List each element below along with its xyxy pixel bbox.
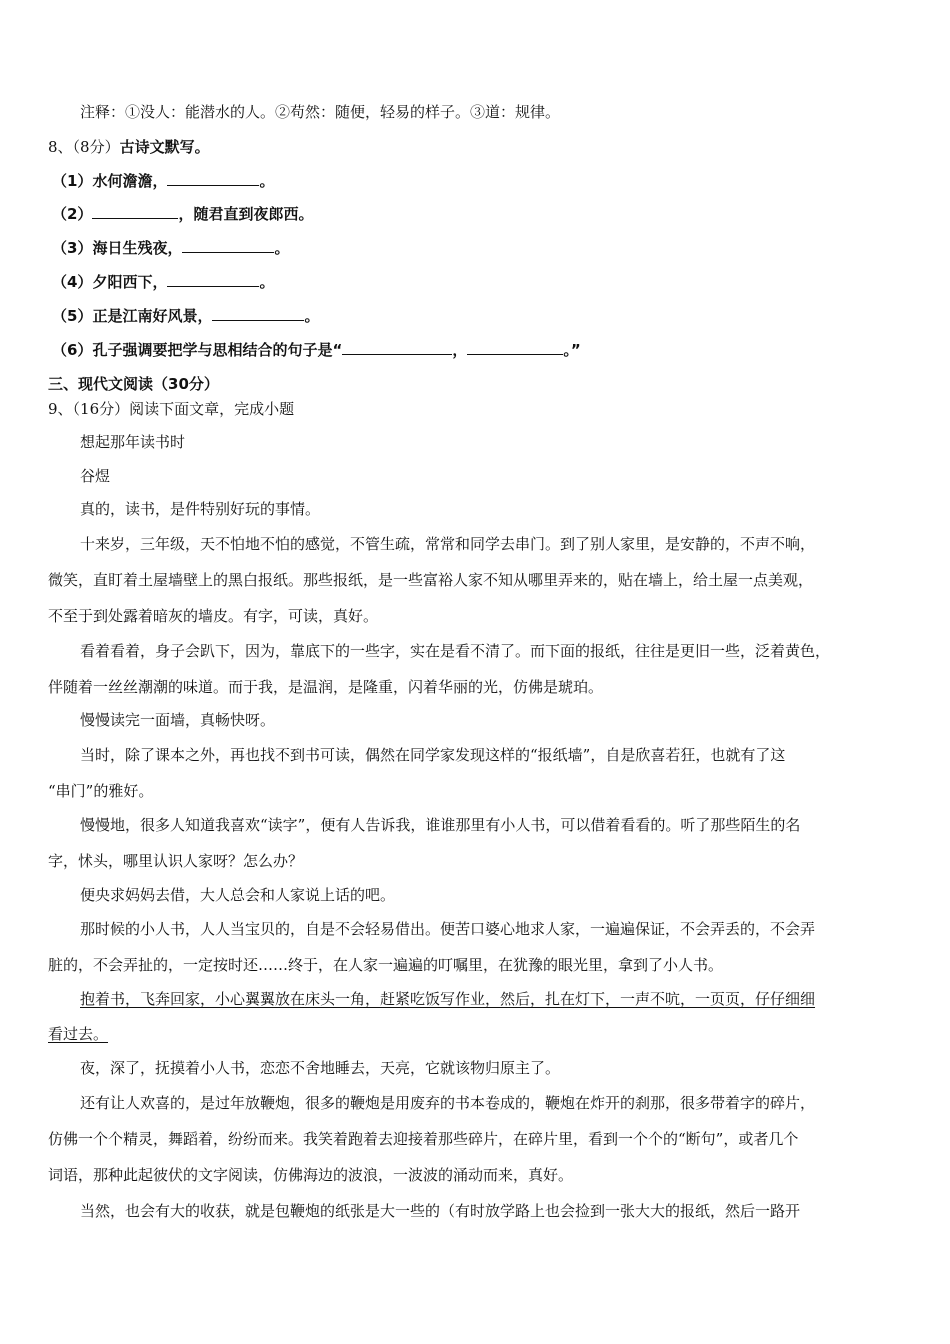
question-9-header — [48, 399, 294, 419]
paragraph-line: 那时候的小人书，人人当宝贝的，自是不会轻易借出。便苦口婆心地求人家，一遍遍保证，不会弄丢的，不会弄 — [80, 920, 816, 938]
question-instruction: 阅读下面文章，完成小题 — [129, 400, 295, 418]
recitation-item-4: （4）夕阳西下， 。 — [52, 273, 275, 291]
answer-blank[interactable] — [92, 204, 178, 219]
answer-blank[interactable] — [342, 340, 452, 355]
paragraph-line: 真的，读书，是件特别好玩的事情。 — [80, 500, 321, 518]
question-title: 古诗文默写。 — [119, 138, 210, 156]
article-author: 谷煜 — [80, 467, 111, 485]
recitation-item-1: （1）水何澹澹， 。 — [52, 172, 275, 190]
question-score: （8分） — [72, 138, 120, 156]
paragraph-line: 还有让人欢喜的，是过年放鞭炮，很多的鞭炮是用废弃的书本卷成的，鞭炮在炸开的刹那，很多带着字的碎片， — [80, 1094, 816, 1112]
underlined-passage-line: 抱着书，飞奔回家，小心翼翼放在床头一角，赶紧吃饭写作业，然后，扎在灯下，一声不吭，一页页，仔仔细细 — [80, 990, 816, 1008]
section-heading: 三、现代文阅读（30分） — [48, 375, 219, 393]
recitation-item-6: （6）孔子强调要把学与思相结合的句子是“ ， 。” — [52, 341, 581, 359]
paragraph-line: 当时，除了课本之外，再也找不到书可读，偶然在同学家发现这样的“报纸墙”，自是欣喜若狂，也就有了这 — [80, 746, 786, 764]
answer-blank[interactable] — [167, 171, 259, 186]
paragraph-line: 微笑，直盯着土屋墙壁上的黑白报纸。那些报纸，是一些富裕人家不知从哪里弄来的，贴在墙上，给土屋一点美观， — [48, 571, 814, 589]
question-number: 8、 — [48, 138, 73, 156]
paragraph-line: 夜，深了，抚摸着小人书，恋恋不舍地睡去，天亮，它就该物归原主了。 — [80, 1059, 561, 1077]
paragraph-line: 当然，也会有大的收获，就是包鞭炮的纸张是大一些的（有时放学路上也会捡到一张大大的报纸，然后一路开 — [80, 1202, 801, 1220]
recitation-item-3: （3）海日生残夜， 。 — [52, 239, 290, 257]
question-8-header — [48, 137, 210, 157]
paragraph-line: 不至于到处露着暗灰的墙皮。有字，可读，真好。 — [48, 607, 379, 625]
question-number: 9、 — [48, 400, 73, 418]
paragraph-line: 十来岁，三年级，天不怕地不怕的感觉，不管生疏，常常和同学去串门。到了别人家里，是安静的，不声不响， — [80, 535, 816, 553]
answer-blank[interactable] — [212, 306, 304, 321]
answer-blank[interactable] — [467, 340, 563, 355]
paragraph-line: 看着看着，身子会趴下，因为，靠底下的一些字，实在是看不清了。而下面的报纸，往往是更旧一些，泛着黄色， — [80, 642, 831, 660]
paragraph-line: 脏的，不会弄扯的，一定按时还……终于，在人家一遍遍的叮嘱里，在犹豫的眼光里，拿到了小人书。 — [48, 956, 724, 974]
answer-blank[interactable] — [182, 238, 274, 253]
paragraph-line: 伴随着一丝丝潮潮的味道。而于我，是温润，是隆重，闪着华丽的光，仿佛是琥珀。 — [48, 678, 604, 696]
paragraph-line: 字，怵头，哪里认识人家呀？怎么办？ — [48, 852, 304, 870]
underlined-passage-line: 看过去。 — [48, 1025, 109, 1043]
annotation-note: 注释：①没人：能潜水的人。②苟然：随便，轻易的样子。③道：规律。 — [80, 103, 561, 121]
paragraph-line: 慢慢地，很多人知道我喜欢“读字”，便有人告诉我，谁谁那里有小人书，可以借着看看的。听了那些陌生的名 — [80, 816, 801, 834]
answer-blank[interactable] — [167, 272, 259, 287]
paragraph-line: 词语，那种此起彼伏的文字阅读，仿佛海边的波浪，一波波的涌动而来，真好。 — [48, 1166, 574, 1184]
article-title: 想起那年读书时 — [80, 433, 186, 451]
recitation-item-5: （5）正是江南好风景， 。 — [52, 307, 320, 325]
paragraph-line: “串门”的雅好。 — [48, 782, 154, 800]
question-score: （16分） — [72, 400, 130, 418]
paragraph-line: 慢慢读完一面墙，真畅快呀。 — [80, 711, 276, 729]
paragraph-line: 仿佛一个个精灵，舞蹈着，纷纷而来。我笑着跑着去迎接着那些碎片，在碎片里，看到一个个的“断句”，或者几个 — [48, 1130, 799, 1148]
recitation-item-2: （2） ，随君直到夜郎西。 — [52, 205, 314, 223]
paragraph-line: 便央求妈妈去借，大人总会和人家说上话的吧。 — [80, 886, 396, 904]
